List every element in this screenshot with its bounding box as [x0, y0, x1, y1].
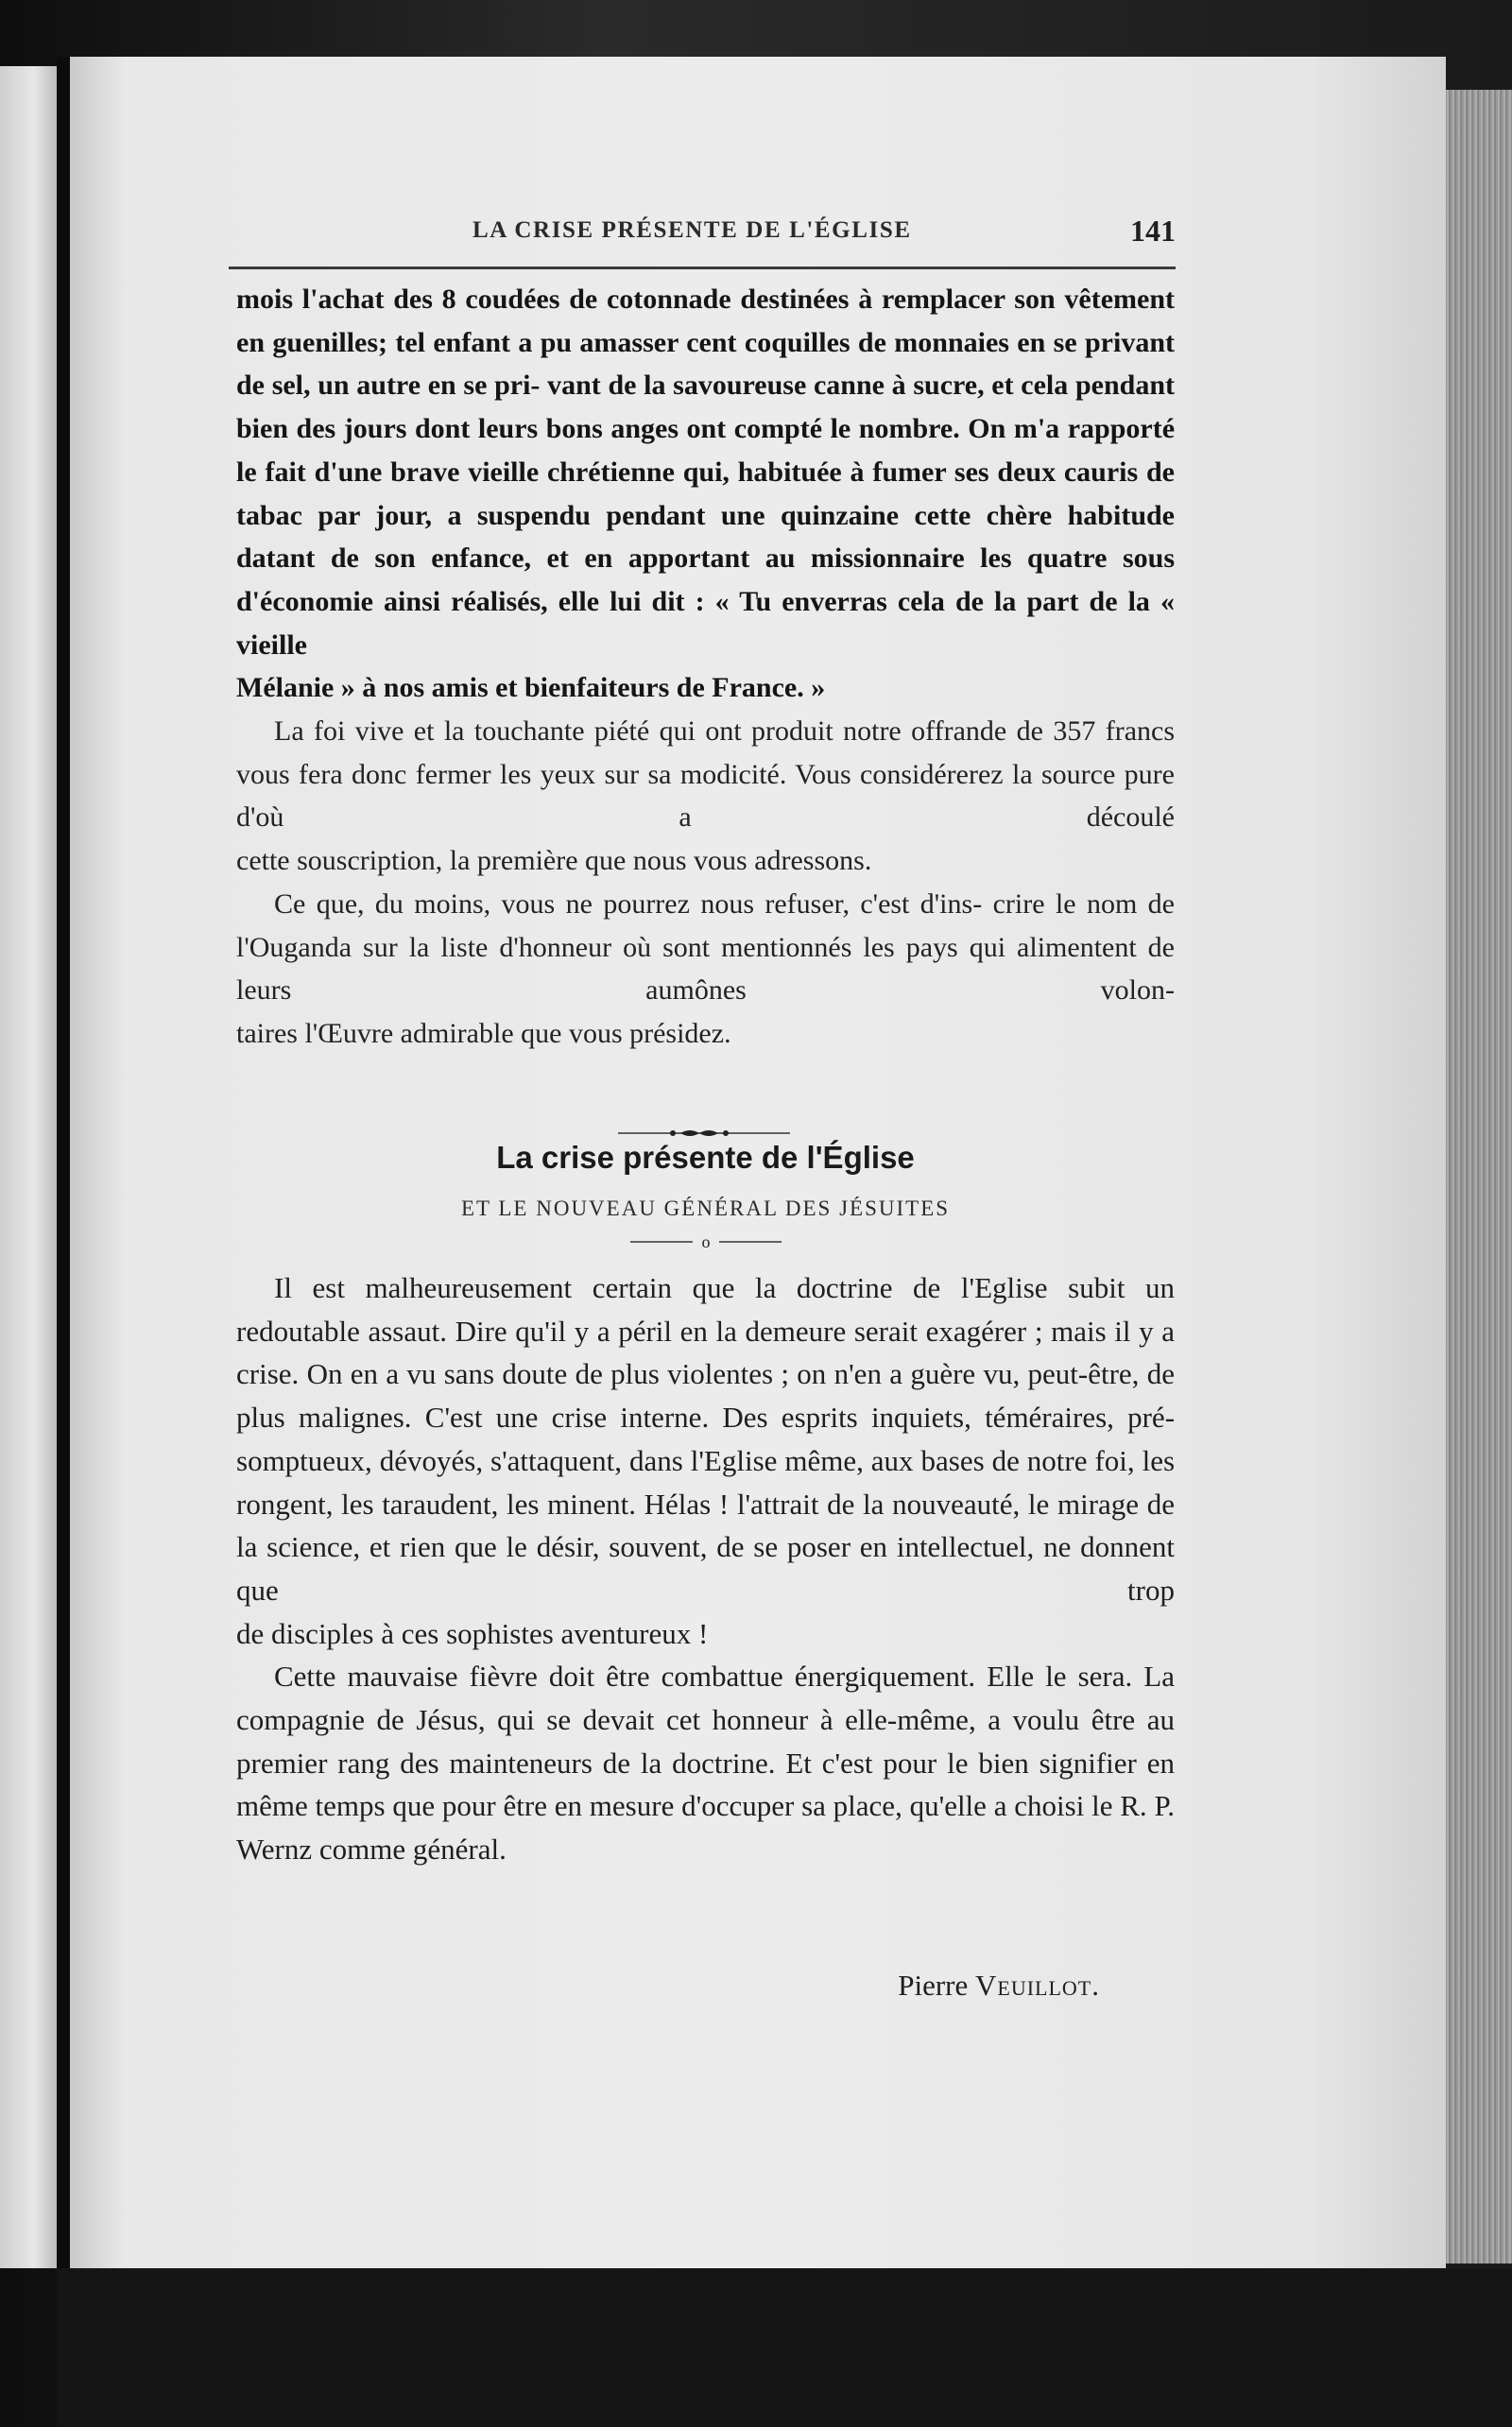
text-line: Elle le sera. La compagnie de Jésus, qui se devait cet honneur [236, 1660, 1175, 1737]
page-number: 141 [1130, 214, 1176, 248]
continued-letter-text [236, 278, 1175, 1056]
paragraph-letter-2-end [236, 839, 1175, 883]
text-line: Wernz comme général. [236, 1833, 507, 1867]
author-first-name: Pierre [898, 1969, 969, 2002]
text-line: C'est une crise interne. Des esprits inquiets, téméraires, pré- [424, 1401, 1176, 1435]
article-subtitle: ET LE NOUVEAU GÉNÉRAL DES JÉSUITES [460, 1196, 951, 1220]
text-line: la doctrine. Et c'est pour le bien signifier en même temps que [236, 1746, 1176, 1823]
article-paragraph-2-end [236, 1828, 1175, 1871]
text-line: fumer ses deux cauris de tabac par jour, a suspendu pendant [236, 456, 1175, 531]
text-line: de notre foi, les rongent, les taraudent, les minent. Hélas ! [236, 1443, 1176, 1521]
paragraph-letter-1 [236, 278, 1175, 666]
text-line: son vêtement en guenilles; tel enfant a pu amasser cent [236, 284, 1176, 358]
article-title: La crise présente de l'Église [496, 1140, 915, 1175]
text-line: mentionnés les pays qui alimentent de leurs aumônes volon- [236, 931, 1175, 1007]
text-line: offrande de 357 francs vous fera donc fermer les yeux sur sa [236, 715, 1175, 790]
text-line: cette souscription, la première que nous vous adressons. [236, 845, 872, 877]
separator-glyph: o [701, 1232, 711, 1251]
bottom-shadow [57, 2268, 1512, 2427]
paragraph-letter-3 [236, 883, 1175, 1012]
text-line: une quinzaine cette chère habitude datant de son enfance, et [236, 499, 1176, 575]
text-line: à elle-même, a voulu être au premier rang des mainteneurs de [236, 1703, 1175, 1780]
text-line: coquilles de monnaies en se privant de sel, un autre en se pri- [236, 326, 1175, 402]
subtitle-separator [630, 1232, 782, 1251]
running-title: LA CRISE PRÉSENTE DE L'ÉGLISE [472, 217, 912, 243]
header-rule [229, 267, 1176, 269]
text-line: réalisés, elle lui dit : « Tu enverras cela de la part de la « vieille [236, 585, 1175, 661]
text-line: Il est malheureusement certain que la doctrine de l'Eglise [274, 1271, 1048, 1304]
text-line: Mélanie » à nos amis et bienfaiteurs de France. » [236, 672, 826, 704]
paragraph-letter-3-end [236, 1012, 1175, 1056]
text-line: désir, souvent, de se poser en intellectuel, ne donnent que trop [236, 1530, 1175, 1607]
ornament-divider [614, 1127, 794, 1140]
facing-page-edge [0, 66, 57, 2268]
text-line: en apportant au missionnaire les quatre sous d'économie ainsi [236, 542, 1175, 617]
text-line: crire le nom de l'Ouganda sur la liste d'honneur où sont [236, 887, 1175, 963]
text-line: mois l'achat des 8 coudées de cotonnade destinées à remplacer [236, 284, 1005, 315]
page-stack-edges [1446, 90, 1512, 2263]
separator-rule [630, 1232, 782, 1251]
text-line: taires l'Œuvre admirable que vous présidez. [236, 1017, 731, 1049]
text-line: plus violentes ; on n'en a guère vu, peut-être, de plus malignes. [236, 1357, 1175, 1435]
text-line: vant de la savoureuse canne à sucre, et cela pendant bien des [236, 370, 1175, 445]
text-line: Cette mauvaise fièvre doit être combattue énergiquement. [274, 1660, 976, 1694]
text-line: modicité. Vous considérerez la source pure d'où a découlé [236, 758, 1175, 834]
text-line: jours dont leurs bons anges ont compté le nombre. On m'a [343, 413, 1060, 445]
text-line: de disciples à ces sophistes aventureux ! [236, 1616, 709, 1650]
text-line: rapporté le fait d'une brave vieille chrétienne qui, habituée à [236, 413, 1176, 488]
paragraph-letter-1-end [236, 666, 1175, 710]
article-paragraph-2 [236, 1655, 1175, 1828]
article-body [236, 1266, 1175, 1871]
text-line: Ce que, du moins, vous ne pourrez nous refuser, c'est d'ins- [274, 887, 983, 920]
text-line: serait exagérer ; mais il y a crise. On en a vu sans doute de [236, 1314, 1175, 1391]
paragraph-letter-2 [236, 710, 1175, 839]
text-line: somptueux, dévoyés, s'attaquent, dans l'Eglise même, aux bases [236, 1443, 985, 1477]
author-last-name: Veuillot. [975, 1969, 1100, 2002]
author-signature [898, 1969, 1100, 2003]
article-paragraph-1 [236, 1266, 1175, 1612]
text-line: subit un redoutable assaut. Dire qu'il y a péril en la demeure [236, 1271, 1176, 1348]
book-gutter [57, 57, 70, 2278]
article-paragraph-1-end [236, 1612, 1175, 1656]
text-line: pour être en mesure d'occuper sa place, qu'elle a choisi le R. P. [441, 1789, 1176, 1823]
running-head [231, 214, 1176, 261]
text-line: l'attrait de la nouveauté, le mirage de la science, et rien que le [236, 1487, 1175, 1564]
text-line: La foi vive et la touchante piété qui ont produit notre [274, 715, 902, 748]
